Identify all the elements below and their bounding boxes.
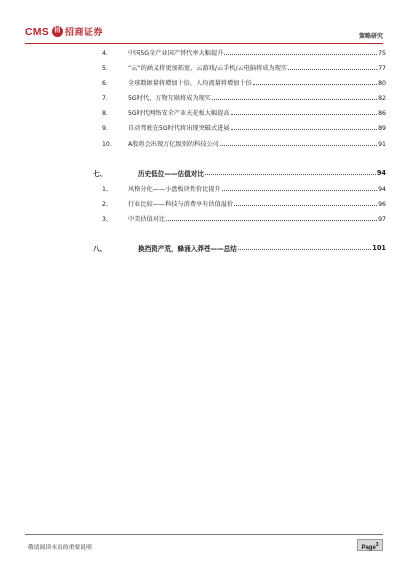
toc-entry-number: 5. [102, 65, 108, 73]
toc-entry-number: 七、 [93, 169, 107, 178]
toc-entry[interactable] [93, 78, 386, 93]
toc-entry-page: 86 [378, 110, 386, 118]
toc-dot-leader [220, 145, 377, 146]
toc-entry[interactable] [93, 139, 386, 154]
toc-entry-title: 5G时代，万物互联将成为现实 [128, 95, 211, 103]
toc-entry[interactable] [93, 123, 386, 138]
footer-divider [25, 534, 383, 535]
toc-entry-title: A股将会出现万亿级别的科技公司 [128, 140, 219, 148]
toc-entry[interactable] [93, 63, 386, 78]
toc-entry-title: “云”的涵义将更加拓宽，云游戏/云手机/云电脑将成为现实 [128, 65, 288, 73]
toc-entry-page: 77 [378, 65, 386, 73]
toc-dot-leader [212, 99, 377, 100]
toc-entry[interactable] [93, 214, 386, 229]
company-logo [25, 25, 103, 38]
toc-entry[interactable] [93, 108, 386, 123]
toc-dot-leader [234, 205, 377, 206]
logo-text: CMS [25, 25, 49, 38]
disclaimer-note: 敬请阅读末页的重要说明 [28, 545, 92, 551]
toc-entry-number: 10. [102, 140, 112, 148]
toc-entry-number: 7. [102, 95, 108, 103]
toc-dot-leader [222, 190, 377, 191]
page-footer [25, 534, 383, 554]
toc-section-entry[interactable] [93, 237, 386, 259]
toc-entry-page: 80 [378, 80, 386, 88]
toc-entry-page: 97 [378, 215, 386, 223]
toc-entry-title: 换挡资产荒，蜂涌入莽苍——总结 [138, 244, 237, 253]
toc-entry-title: 自动驾驶在5G时代将出现突破式进展 [128, 125, 230, 133]
toc-dot-leader [253, 84, 377, 85]
toc-dot-leader [224, 54, 377, 55]
toc-entry-title: 行业比较——科技与消费享有估值溢价 [128, 200, 234, 208]
toc-entry-page: 89 [378, 125, 386, 133]
page-label: Page [361, 545, 376, 551]
toc-entry-title: 中美估值对比 [128, 215, 166, 223]
toc-entry[interactable] [93, 199, 386, 214]
toc-dot-leader [205, 173, 376, 175]
page-number-box [357, 539, 383, 551]
toc-entry-title: 中国5G全产业国产替代率大幅提升 [128, 50, 224, 57]
logo-mark-icon: 招 [52, 26, 63, 37]
toc-dot-leader [288, 69, 377, 70]
toc-entry-page: 96 [378, 200, 386, 208]
toc-entry-title: 历史低位——估值对比 [138, 169, 204, 178]
page-number: 3 [375, 542, 379, 548]
toc-entry-page: 94 [378, 185, 386, 193]
toc-entry-page: 101 [372, 243, 386, 252]
toc-dot-leader [238, 248, 371, 250]
toc-entry-title: 5G时代网络安全产业天花板大幅提高 [128, 110, 230, 118]
table-of-contents [93, 48, 386, 259]
toc-entry-number: 6. [102, 80, 108, 88]
toc-dot-leader [166, 220, 377, 221]
toc-entry-title: 风格分化——小盘板块性价比提升 [128, 185, 221, 193]
header-divider [25, 43, 383, 44]
toc-entry-title: 全球数据量将增加十倍，人均流量将增加十倍 [128, 80, 252, 88]
toc-entry-page: 75 [378, 50, 386, 57]
toc-entry-number: 8. [102, 110, 108, 118]
toc-section-entry[interactable] [93, 162, 386, 184]
toc-entry[interactable] [93, 48, 386, 63]
toc-entry-number: 八、 [93, 244, 107, 253]
toc-dot-leader [231, 114, 378, 115]
toc-entry-number: 1、 [102, 185, 113, 193]
report-section-label: 策略研究 [358, 33, 383, 40]
toc-entry[interactable] [93, 184, 386, 199]
toc-entry-page: 82 [378, 95, 386, 103]
toc-entry-number: 3、 [102, 215, 113, 223]
toc-entry-page: 91 [378, 140, 386, 148]
logo-chinese-name: 招商证券 [64, 28, 103, 38]
toc-dot-leader [231, 129, 378, 130]
toc-entry[interactable] [93, 93, 386, 108]
toc-entry-number: 2、 [102, 200, 113, 208]
toc-entry-number: 9. [102, 125, 108, 133]
page-header [25, 21, 383, 45]
toc-entry-page: 94 [376, 168, 386, 177]
toc-entry-number: 4. [102, 50, 108, 57]
